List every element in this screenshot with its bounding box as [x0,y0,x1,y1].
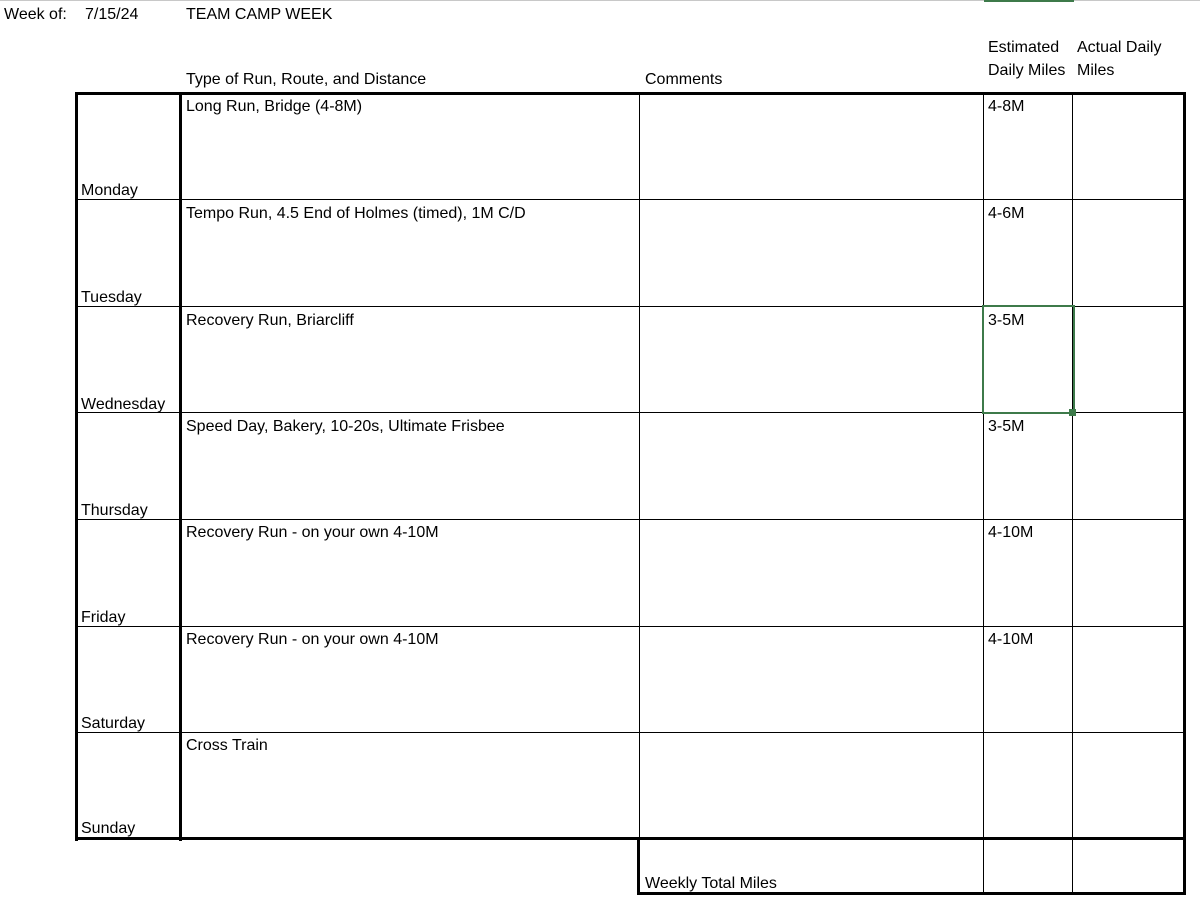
estimated-miles-saturday[interactable]: 4-10M [988,631,1034,648]
estimated-miles-thursday[interactable]: 3-5M [988,418,1025,435]
day-label-thursday[interactable]: Thursday [81,502,148,519]
sheet-title[interactable]: TEAM CAMP WEEK [186,6,333,23]
table-top-border [75,92,1186,95]
day-label-wednesday[interactable]: Wednesday [81,396,166,413]
week-date[interactable]: 7/15/24 [85,6,139,23]
run-description-sunday[interactable]: Cross Train [186,737,268,754]
run-description-friday[interactable]: Recovery Run - on your own 4-10M [186,524,439,541]
day-column-border [179,92,182,841]
day-label-friday[interactable]: Friday [81,609,126,626]
row-separator [75,519,1186,520]
week-label: Week of: [4,6,67,23]
header-estimated-line2[interactable]: Daily Miles [988,62,1066,79]
header-estimated-line1[interactable]: Estimated [988,39,1060,56]
day-label-monday[interactable]: Monday [81,182,138,199]
day-label-sunday[interactable]: Sunday [81,820,136,837]
header-actual-line2[interactable]: Miles [1077,62,1115,79]
weekly-total-label[interactable]: Weekly Total Miles [645,875,777,892]
run-description-tuesday[interactable]: Tempo Run, 4.5 End of Holmes (timed), 1M C/D [186,205,526,222]
header-run-type[interactable]: Type of Run, Route, and Distance [186,71,427,88]
row-separator [75,199,1186,200]
estimated-miles-tuesday[interactable]: 4-6M [988,205,1025,222]
fill-handle[interactable] [1069,409,1076,416]
total-box-left-border [637,837,640,895]
estimated-column-line [983,92,984,895]
comments-column-line [639,92,640,838]
run-description-wednesday[interactable]: Recovery Run, Briarcliff [186,312,354,329]
run-description-thursday[interactable]: Speed Day, Bakery, 10-20s, Ultimate Frisbee [186,418,505,435]
row-separator [75,732,1186,733]
header-actual-line1[interactable]: Actual Daily [1077,39,1162,56]
estimated-miles-friday[interactable]: 4-10M [988,524,1034,541]
day-label-saturday[interactable]: Saturday [81,715,146,732]
selected-cell[interactable] [982,305,1075,414]
row-separator [75,626,1186,627]
header-comments[interactable]: Comments [645,71,723,88]
actual-column-line [1072,92,1073,895]
table-left-border [75,92,78,841]
column-selection-tab [984,0,1074,2]
estimated-miles-wednesday[interactable]: 3-5M [988,312,1025,329]
estimated-miles-monday[interactable]: 4-8M [988,98,1025,115]
run-description-monday[interactable]: Long Run, Bridge (4-8M) [186,98,363,115]
run-description-saturday[interactable]: Recovery Run - on your own 4-10M [186,631,439,648]
day-label-tuesday[interactable]: Tuesday [81,289,142,306]
table-bottom-border [75,837,1186,840]
table-right-border [1183,92,1186,895]
